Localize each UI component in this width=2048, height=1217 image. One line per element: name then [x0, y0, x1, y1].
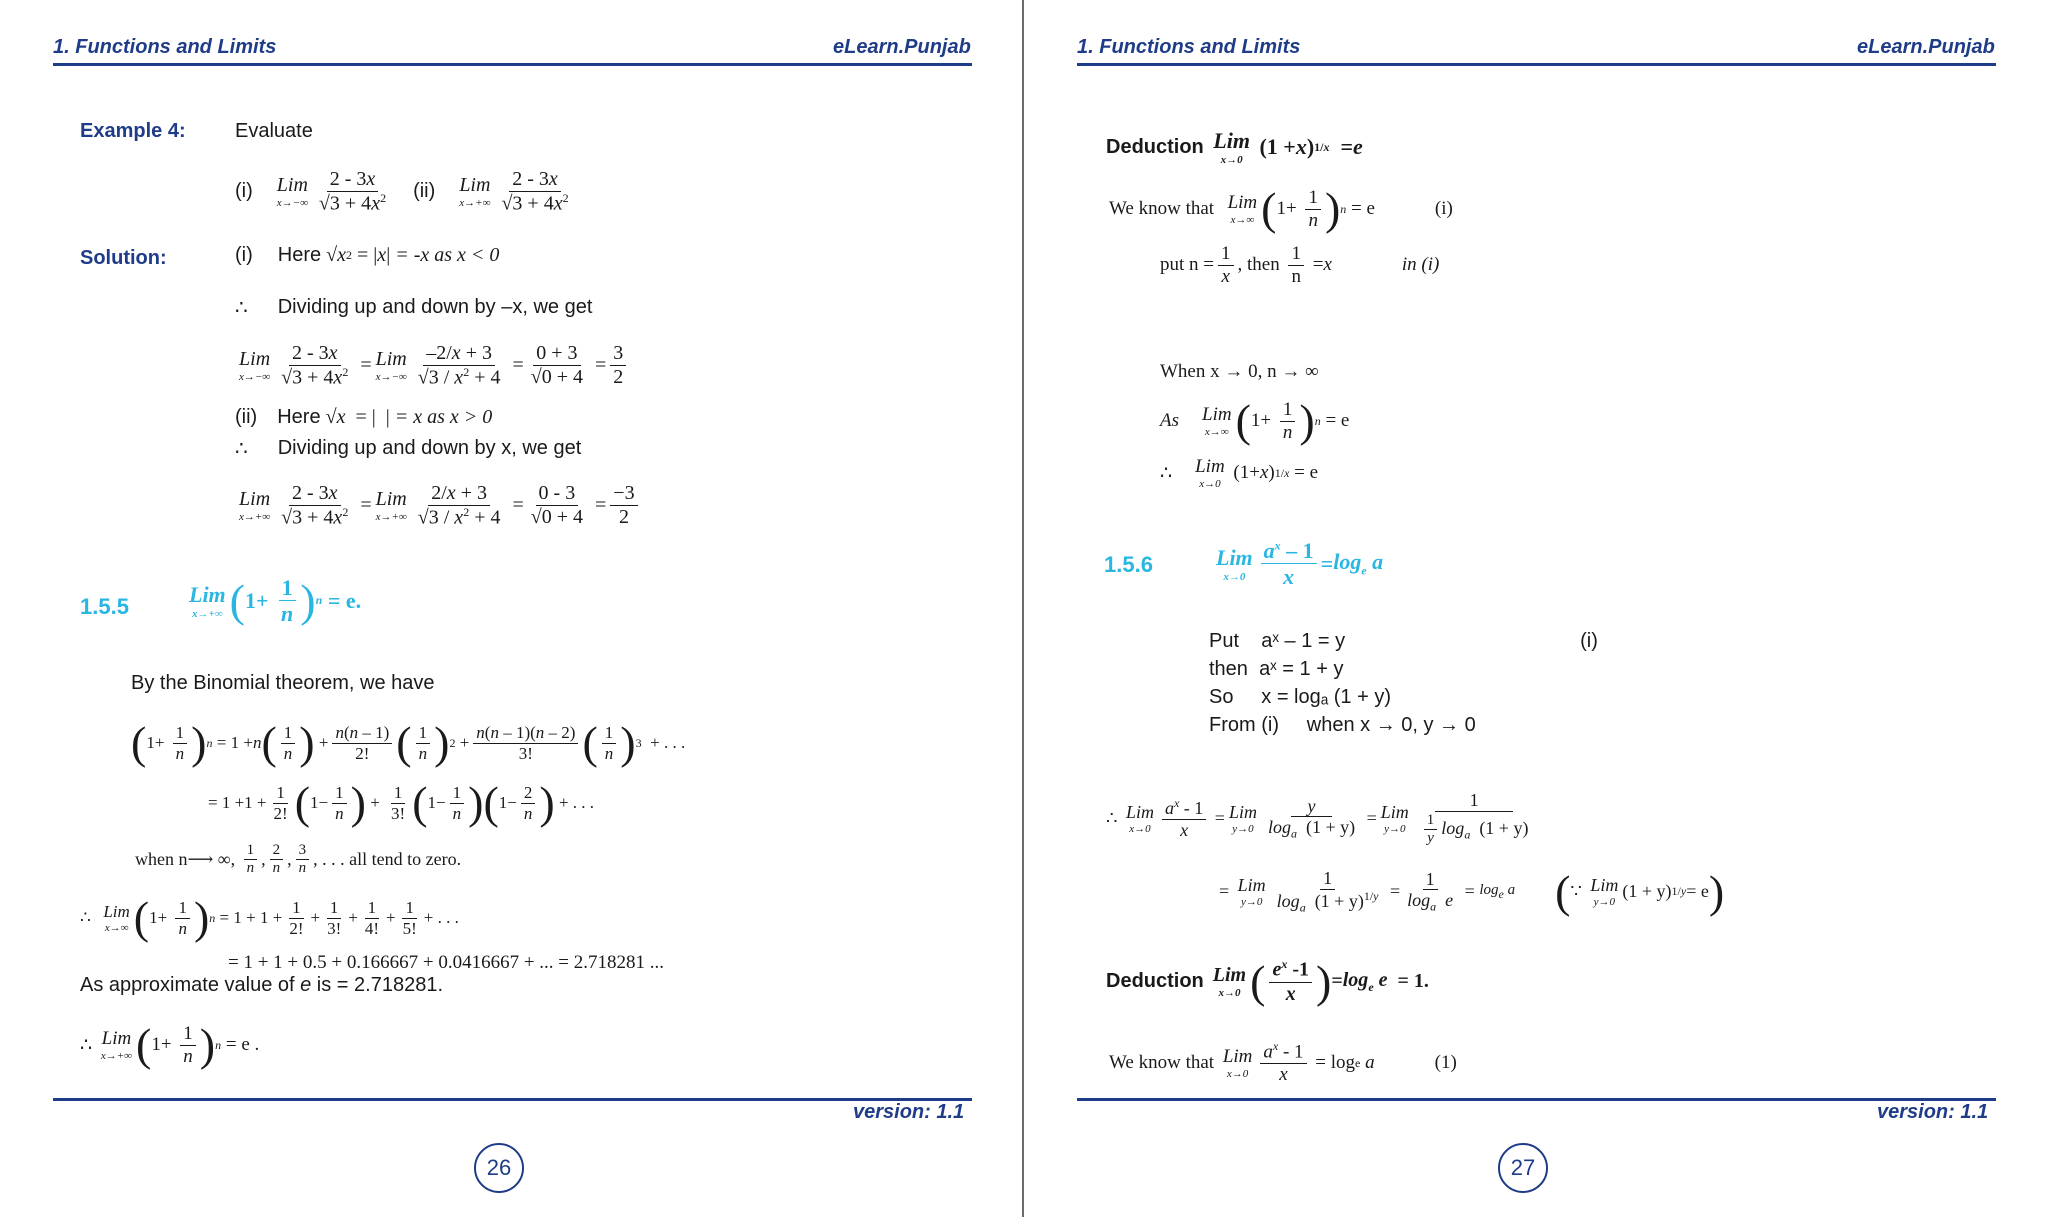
section-1-5-6-title: Lim x→0 $a^x - 1$ x = $\log_e a$	[1216, 538, 1384, 590]
footer-rule	[1077, 1098, 1996, 1101]
chapter-title: 1. Functions and Limits	[53, 36, 277, 58]
solution-i-equation: Lim x→−∞ 2 - 3x $√3 + 4x^2$ = Lim x→−∞ –2/x + 3 $√3 / x^2 + 4$ = 0 + 3 √0 + 4 = 3 2	[235, 342, 630, 390]
section-1-5-6-number: 1.5.6	[1104, 552, 1153, 577]
when-x-tends-zero: When x → 0, n → ∞	[1160, 361, 1319, 382]
solution-ii-condition: (ii) Here √ x = | | = x as x > 0	[235, 406, 493, 428]
log-derivation-2: = Lim y→0 1 $\log_a (1 + y)^{1/y}$ = 1 $\log_a e$ = $\log_e a$ ( ∵ Lim y→0 (1 + y) 1/y = e )	[1219, 865, 1725, 917]
version-label: version: 1.1	[853, 1101, 965, 1123]
dividing-step-2: ∴ Dividing up and down by x, we get	[235, 437, 582, 460]
footer-rule	[53, 1098, 972, 1101]
page-number-26: 26	[474, 1143, 524, 1193]
put-line: Put aˣ – 1 = y (i)	[1209, 630, 1598, 652]
chapter-title: 1. Functions and Limits	[1077, 36, 1301, 58]
therefore-limit-line: ∴ Lim x→0 (1+ x ) 1/x = e	[1160, 456, 1319, 490]
from-line: From (i) when x → 0, y → 0	[1209, 714, 1476, 736]
binomial-expansion-2: = 1 +1 + 1 2! ( 1− 1 n ) + 1 3! ( 1− 1 n ) ( 1− 2 n ) + . . .	[208, 777, 595, 828]
solution-i-condition: (i) Here √ x 2 = | x | = -x as x < 0	[235, 244, 500, 266]
brand-name: eLearn.Punjab	[1857, 36, 1995, 58]
dividing-step-1: ∴ Dividing up and down by –x, we get	[235, 296, 593, 319]
substitution-line: put n = $\frac{1}{x}$ , then 1 n = x in (i)	[1160, 243, 1440, 287]
approx-value-text: As approximate value of e is = 2.718281.	[80, 974, 444, 996]
then-line: then aˣ = 1 + y	[1209, 658, 1344, 680]
header-rule	[53, 63, 972, 66]
log-derivation-1: ∴ Lim x→0 $a^x - 1$ x = Lim y→0 y $\log_a (1 + y)$ = Lim y→0 1 $\frac{1}{y}$ $\log_a (1 + y)$	[1106, 790, 1529, 846]
header-rule	[1077, 63, 1996, 66]
deduction-2-title: Deduction Lim x→0 ( $e^x$ -1 x ) = $\log_e e$ = 1.	[1106, 955, 1429, 1007]
evaluate-text: Evaluate	[235, 120, 313, 142]
tend-to-zero-line: when n⟶ ∞, 1 n , 2 n , 3 n , . . . all tend to zero.	[135, 842, 462, 877]
binomial-expansion-1: ( 1+ 1 n ) n = 1 + n ( 1 n ) + n(n – 1) 2! ( 1 n ) 2 + n(n – 1)(n – 2) 3! ( 1 n ) 3 + . . .	[131, 717, 686, 768]
section-1-5-5-title: Lim x→+∞ ( 1+ 1 n ) n = e.	[189, 574, 362, 627]
we-know-log-limit: We know that Lim x→0 $a^x - 1$ x = log e a (1)	[1109, 1039, 1457, 1086]
example-label: Example 4:	[80, 120, 186, 142]
page-27	[1024, 0, 2048, 1217]
binomial-text: By the Binomial theorem, we have	[131, 672, 435, 694]
problem-limits: (i) Lim x→−∞ 2 - 3x $√3 + 4x^2$ (ii) Lim x→+∞ 2 - 3x $√3 + 4x^2$	[235, 168, 569, 215]
solution-label: Solution:	[80, 247, 167, 269]
solution-ii-equation: Lim x→+∞ 2 - 3x $√3 + 4x^2$ = Lim x→+∞ 2/x + 3 $√3 / x^2 + 4$ = 0 - 3 √0 + 4 = −3 2	[235, 482, 642, 530]
brand-name: eLearn.Punjab	[833, 36, 971, 58]
so-line: So x = logₐ (1 + y)	[1209, 686, 1391, 708]
series-values: = 1 + 1 + 0.5 + 0.166667 + 0.0416667 + ... = 2.718281 ...	[228, 952, 665, 973]
version-label: version: 1.1	[1877, 1101, 1989, 1123]
as-limit-line: As Lim x→∞ ( 1+ 1 n ) n = e	[1160, 395, 1350, 446]
limit-series-line: ∴ Lim x→∞ ( 1+ 1 n ) n = 1 + 1 + 1 2! + 1 3! + 1 4! + 1 5! + . . .	[80, 892, 459, 943]
we-know-limit-i: We know that Lim x→∞ ( 1+ 1 n ) n = e (i)	[1109, 183, 1453, 234]
deduction-1-title: Deduction Lim x→0 (1 + x ) 1/x = e	[1106, 128, 1363, 166]
section-1-5-5-number: 1.5.5	[80, 594, 129, 619]
page-number-27: 27	[1498, 1143, 1548, 1193]
final-limit-result: ∴ Lim x→+∞ ( 1+ 1 n ) n = e .	[80, 1019, 260, 1070]
